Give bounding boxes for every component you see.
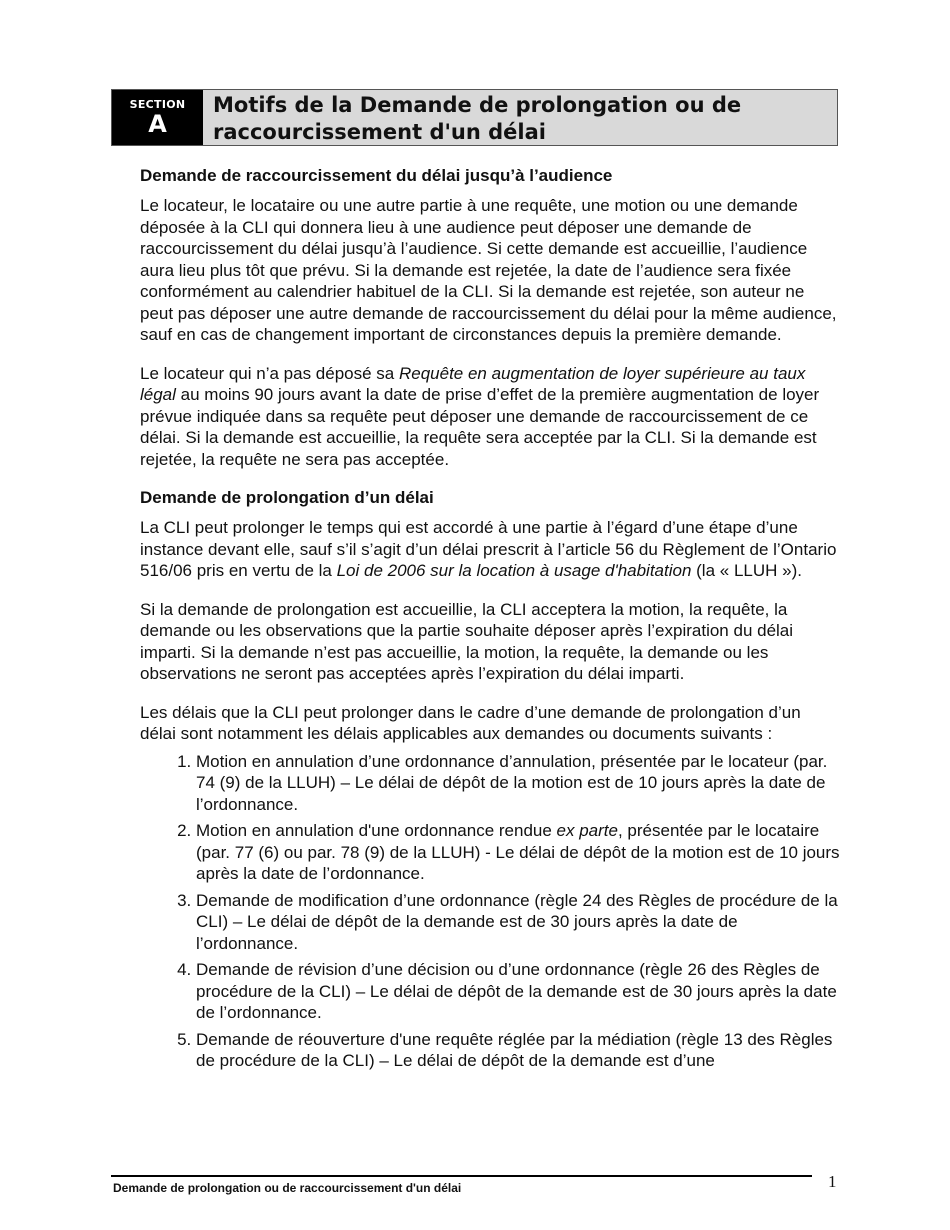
footer-divider [111, 1175, 812, 1177]
paragraph-4: Si la demande de prolongation est accueillie, la CLI acceptera la motion, la requête, la demande ou les observations que la partie souhaite déposer après l’expiration du délai imparti. Si la demande n’est pas accueillie, la motion, la requête, la demande ou les observations ne seront pas acceptées après l’expiration du délai imparti. [140, 599, 794, 683]
paragraph-1: Le locateur, le locataire ou une autre partie à une requête, une motion ou une demande déposée à la CLI qui donnera lieu à une audience peut déposer une demande de raccourcissement du délai jusqu’à l’audience. Si cette demande est accueillie, l’audience aura lieu plus tôt que prévu. Si la demande est rejetée, la date de l’audience sera fixée conformément au calendrier habituel de la CLI. Si la demande est rejetée, son auteur ne peut pas déposer une autre demande de raccourcissement du délai pour la même audience, sauf en cas de changement important de circonstances depuis la première demande. [140, 196, 837, 344]
p3-italic: Loi de 2006 sur la location à usage d'habitation [336, 561, 692, 580]
section-header [111, 89, 838, 146]
section-letter: A [148, 109, 167, 138]
p2-text-a: Le locateur qui n’a pas déposé sa [140, 363, 399, 383]
p3-text-b: (la « LLUH »). [691, 561, 802, 580]
list-item: 4. Demande de révision d’une décision ou d’une ordonnance (règle 26 des Règles de procédure de la CLI) – Le délai de dépôt de la demande est de 30 jours après la date de l’ordonnance. [196, 959, 840, 1024]
item2-italic: ex parte [556, 821, 618, 840]
list-item [196, 820, 840, 885]
section-word: SECTION [129, 97, 186, 111]
list-item: 1. Motion en annulation d’une ordonnance d’annulation, présentée par le locateur (par. 74 (9) de la LLUH) – Le délai de dépôt de la motion est de 10 jours après la date de l’ordonnance. [196, 751, 840, 816]
item2-text-a: Motion en annulation d'une ordonnance rendue [196, 821, 557, 840]
p3-text-a: La CLI peut prolonger le temps qui est accordé à une partie à l’égard d’une étape d’une instance devant elle, sauf s’il s’agit d’un délai prescrit à l’article 56 du Règlement de l’Ontario 516/06 pris en vertu de la [140, 518, 837, 580]
paragraph-2 [140, 363, 840, 471]
list-item: 3. Demande de modification d’une ordonnance (règle 24 des Règles de procédure de la CLI) – Le délai de dépôt de la demande est de 30 jours après la date de l’ordonnance. [196, 890, 840, 955]
paragraph-3 [140, 517, 840, 582]
footer-text: Demande de prolongation ou de raccourcissement d'un délai [113, 1181, 462, 1195]
section-title: Motifs de la Demande de prolongation ou de raccourcissement d'un délai [203, 90, 837, 145]
document-body [140, 165, 840, 1077]
list-item: 5. Demande de réouverture d'une requête réglée par la médiation (règle 13 des Règles de procédure de la CLI) – Le délai de dépôt de la demande est d’une [196, 1029, 840, 1072]
item2-text-b: , présentée par le locataire (par. 77 (6) ou par. 78 (9) de la LLUH) - Le délai de dépôt de la motion est de 10 jours après la date de l’ordonnance. [196, 821, 840, 883]
page-number: 1 [828, 1172, 837, 1191]
section-badge [112, 90, 203, 145]
deadline-list [140, 751, 840, 1072]
heading-extension: Demande de prolongation d’un délai [140, 488, 434, 507]
p2-italic: Requête en augmentation de loyer supérieure au taux légal [140, 363, 806, 404]
p2-text-b: au moins 90 jours avant la date de prise d’effet de la première augmentation de loyer prévue indiquée dans sa requête peut déposer une demande de raccourcissement de ce délai. Si la demande est accueillie, la requête sera acceptée par la CLI. Si la demande est rejetée, la requête ne sera pas acceptée. [140, 385, 820, 469]
paragraph-5: Les délais que la CLI peut prolonger dans le cadre d’une demande de prolongation d’un délai sont notamment les délais applicables aux demandes ou documents suivants : [140, 702, 801, 743]
heading-shortening: Demande de raccourcissement du délai jusqu’à l’audience [140, 166, 613, 185]
